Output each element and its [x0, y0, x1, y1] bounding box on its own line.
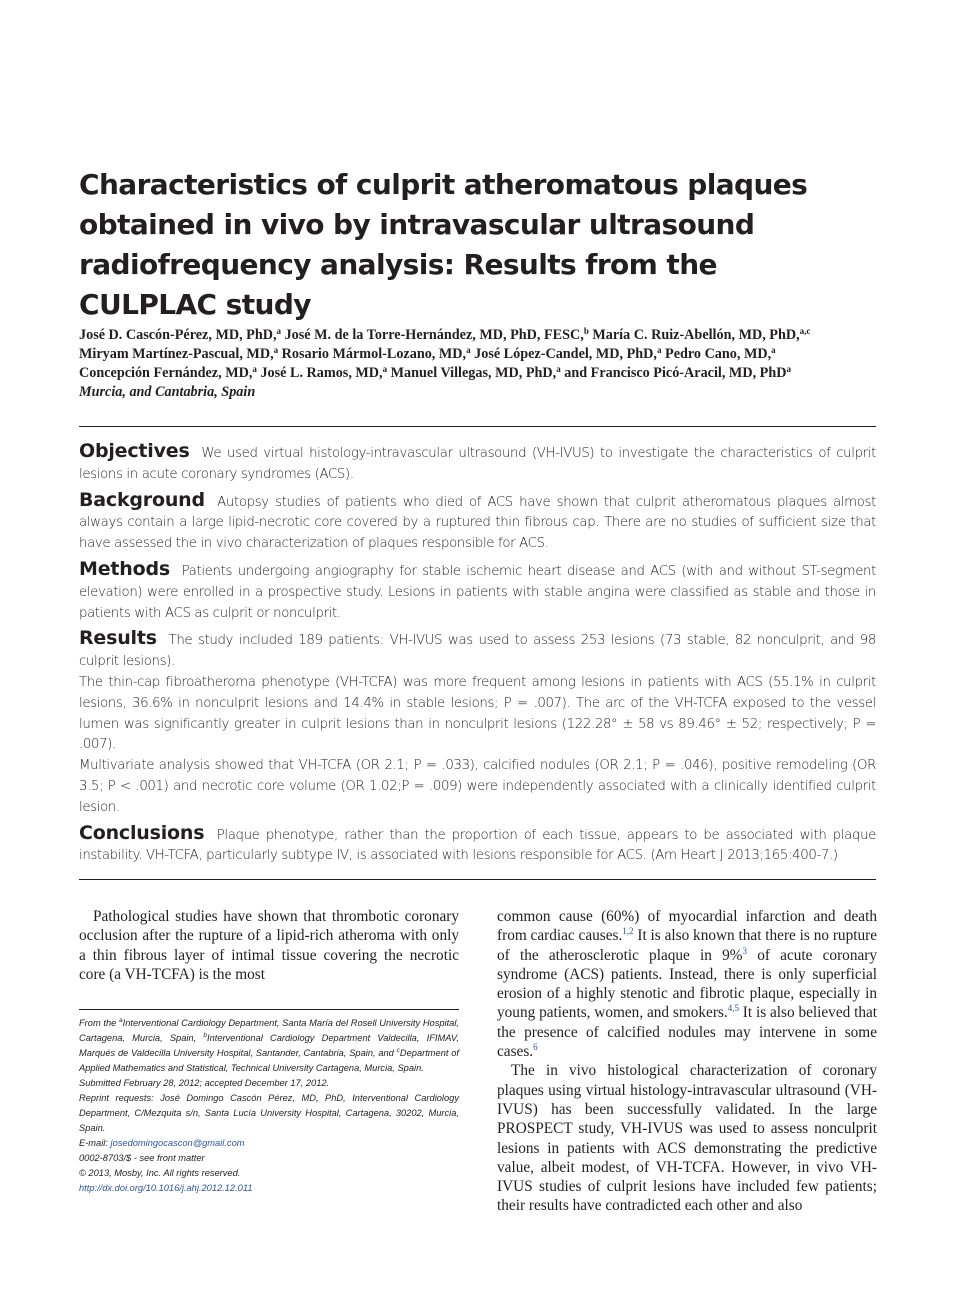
- author-affil-sup: a: [382, 364, 388, 374]
- body-left-column: [79, 907, 459, 984]
- body-paragraph-1: common cause (60%) of myocardial infarction and death from cardiac causes.$^{1,2}$ It is also known that there is no rupture of the atherosclerotic plaque in 9%$^3$ of acute coronary syndrome (ACS) patients. Instead, there is only superficial erosion of a highly stenotic and fibrotic plaque, especially in young patients, women, and smokers.$^{4,5}$ It is also believed that the presence of calcified nodules may intervene in some cases.$^6$: [497, 908, 878, 1061]
- abstract-objectives: [79, 441, 876, 486]
- email-link[interactable]: josedomingocascon@gmail.com: [110, 1138, 245, 1148]
- author-affil-sup: a,c: [799, 326, 811, 336]
- author: José D. Cascón-Pérez, MD, PhD,: [79, 327, 277, 343]
- author-affil-sup: a: [252, 364, 257, 374]
- abstract-bottom-rule: [79, 879, 876, 880]
- submitted-note: Submitted February 28, 2012; accepted December 17, 2012.: [79, 1078, 330, 1088]
- background-heading: Background: [79, 488, 205, 511]
- citation-ref[interactable]: 3: [742, 945, 748, 956]
- abstract-results: [79, 628, 876, 673]
- background-text: Autopsy studies of patients who died of ACS have shown that culprit atheromatous plaques almost always contain a large lipid-necrotic core covered by a ruptured thin fibrous cap. There are no studies of sufficient size that have assessed the in vivo characterization of plaques responsible for ACS.: [79, 494, 876, 552]
- author-affil-sup: a: [273, 345, 279, 355]
- methods-heading: Methods: [79, 557, 170, 580]
- citation-ref[interactable]: 1,2: [622, 926, 634, 937]
- author-affil-sup: a: [466, 345, 471, 355]
- intro-paragraph: Pathological studies have shown that thrombotic coronary occlusion after the rupture of a lipid-rich atheroma with only a thin fibrous layer of intimal tissue covering the necrotic core (a VH-TCFA) is the most: [79, 908, 459, 983]
- affiliation-short: Murcia, and Cantabria, Spain: [79, 384, 256, 400]
- author: Miryam Martínez-Pascual, MD,: [79, 346, 274, 362]
- author-affil-sup: a: [656, 345, 662, 355]
- author: José M. de la Torre-Hernández, MD, PhD, FESC,: [284, 327, 584, 343]
- results-text-3: Multivariate analysis showed that VH-TCFA (OR 2.1; P = .033), calcified nodules (OR 2.1; P = .046), positive remodeling (OR 3.5; P < .001) and necrotic core volume (OR 1.02;P = .009) were independently associated with a clinically identified culprit lesion.: [79, 758, 876, 815]
- citation-ref[interactable]: 4,5: [727, 1003, 739, 1014]
- abstract-methods: [79, 559, 876, 624]
- author-list: [79, 326, 879, 402]
- author: Pedro Cano, MD,: [665, 346, 772, 362]
- author: Concepción Fernández, MD,: [79, 365, 253, 381]
- abstract-background: [79, 490, 876, 555]
- author-affil-sup: b: [583, 326, 589, 336]
- abstract-conclusions: [79, 823, 876, 868]
- article-title: Characteristics of culprit atheromatous plaques obtained in vivo by intravascular ultrasound radiofrequency analysis: Results from the CULPLAC study: [79, 168, 808, 321]
- author: Rosario Mármol-Lozano, MD,: [281, 346, 467, 362]
- author: José L. Ramos, MD,: [260, 365, 383, 381]
- citation-ref[interactable]: 6: [533, 1042, 538, 1053]
- footnotes: [79, 1016, 459, 1196]
- abstract-top-rule: [79, 426, 876, 427]
- body-right-column: [497, 907, 877, 1216]
- reprint-note: Reprint requests: José Domingo Cascón Pérez, MD, PhD, Interventional Cardiology Department, C/Mezquita s/n, Santa Lucía University Hospital, Cartagena, 30202, Murcia, Spain.: [79, 1093, 459, 1133]
- results-heading: Results: [79, 627, 157, 650]
- copyright-note: © 2013, Mosby, Inc. All rights reserved.: [79, 1168, 241, 1178]
- author: José López-Candel, MD, PhD,: [474, 346, 657, 362]
- author-affil-sup: a: [276, 326, 282, 336]
- conclusions-heading: Conclusions: [79, 821, 205, 844]
- body-paragraph-2: The in vivo histological characterization of coronary plaques using virtual histology-intravascular ultrasound (VH-IVUS) has been successfully validated. In the large PROSPECT study, VH-IVUS was used to assess nonculprit lesions in patients with ACS demonstrating the predictive value, albeit modest, of VH-TCFA. However, in vivo VH-IVUS studies of culprit lesions have included few patients; their results have contradicted each other and also: [497, 1062, 877, 1215]
- objectives-heading: Objectives: [79, 440, 190, 462]
- author-affil-sup: a: [786, 364, 791, 374]
- author: and Francisco Picó-Aracil, MD, PhD: [564, 365, 787, 381]
- author: Manuel Villegas, MD, PhD,: [390, 365, 557, 381]
- affiliations-note: From the $^a$Interventional Cardiology Department, Santa María del Rosell University Hospital, Cartagena, Murcia, Spain, $^b$Interventional Cardiology Department Valdecilla, IFIMAV, Marqués de Valdecilla University Hospital, Santander, Cantabria, Spain, and $^c$Department of Applied Mathematics and Statistical, Technical University Cartagena, Murcia, Spain.: [79, 1017, 459, 1073]
- conclusions-text: Plaque phenotype, rather than the proportion of each tissue, appears to be associated with plaque instability. VH-TCFA, particularly subtype IV, is associated with lesions responsible for ACS. (Am Heart J 2013;165:400-7.): [79, 827, 876, 864]
- author-affil-sup: a: [556, 364, 561, 374]
- footnote-rule: [79, 1009, 459, 1010]
- abstract: [79, 441, 876, 871]
- doi-link[interactable]: http://dx.doi.org/10.1016/j.ahj.2012.12.011: [79, 1183, 253, 1193]
- email-note: E-mail: josedomingocascon@gmail.com: [79, 1138, 245, 1148]
- issn-note: 0002-8703/$ - see front matter: [79, 1153, 205, 1163]
- results-text-2: The thin-cap fibroatheroma phenotype (VH-TCFA) was more frequent among lesions in patients with ACS (55.1% in culprit lesions, 36.6% in nonculprit lesions and 14.4% in stable lesions; P = .007). The arc of the VH-TCFA exposed to the vessel lumen was significantly greater in culprit lesions than in nonculprit lesions (122.28° ± 58 vs 89.46° ± 52; respectively; P = .007).: [79, 674, 876, 753]
- author: María C. Ruiz-Abellón, MD, PhD,: [592, 327, 800, 343]
- doi-note: [79, 1181, 459, 1196]
- methods-text: Patients undergoing angiography for stable ischemic heart disease and ACS (with and without ST-segment elevation) were enrolled in a prospective study. Lesions in patients with stable angina were classified as stable and those in patients with ACS as culprit or nonculprit.: [79, 563, 876, 621]
- objectives-text: We used virtual histology-intravascular ultrasound (VH-IVUS) to investigate the characteristics of culprit lesions in acute coronary syndromes (ACS).: [79, 446, 876, 482]
- results-text-1: The study included 189 patients: VH-IVUS was used to assess 253 lesions (73 stable, 82 nonculprit, and 98 culprit lesions).: [79, 633, 876, 670]
- author-affil-sup: a: [771, 345, 776, 355]
